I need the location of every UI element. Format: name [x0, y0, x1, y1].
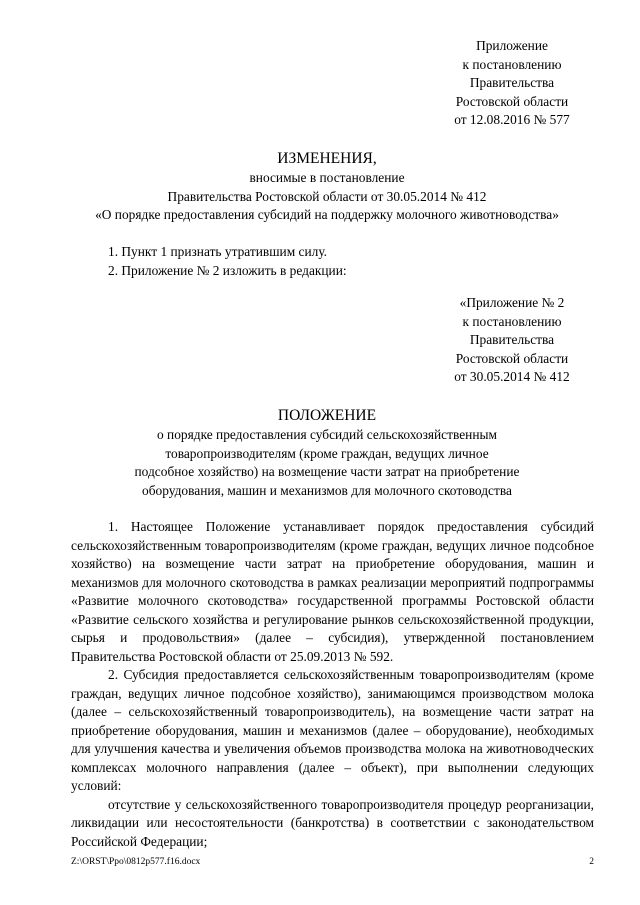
approval-block [432, 37, 592, 130]
approval-line: от 12.08.2016 № 577 [454, 112, 570, 127]
changes-subtitle-line: Правительства Ростовской области от 30.05.2014 № 412 [167, 188, 487, 204]
position-title: ПОЛОЖЕНИЕ [277, 407, 377, 424]
approval-line: Правительства [469, 75, 555, 90]
changes-title: ИЗМЕНЕНИЯ, [277, 150, 377, 167]
approval-line: к постановлению [462, 56, 562, 72]
appendix-line: к постановлению [462, 313, 562, 329]
position-subtitle-line: подсобное хозяйство) на возмещение части затрат на приобретение [134, 464, 520, 479]
change-items [108, 243, 594, 280]
change-item: 1. Пункт 1 признать утратившим силу. [108, 244, 328, 259]
position-subtitle-line: товаропроизводителям (кроме граждан, ведущих личное [165, 445, 489, 461]
approval-line: Ростовской области [455, 93, 569, 109]
appendix-line: Ростовской области [455, 350, 569, 366]
paragraph: 1. Настоящее Положение устанавливает порядок предоставления субсидий сельскохозяйственным товаропроизводителям (кроме граждан, ведущих личное подсобное хозяйство) на возмещение части затрат на приобретение оборудования, машин и механизмов для молочного скотоводства в рамках реализации мероприятий подпрограммы «Развитие молочного скотоводства» государственной программы Ростовской области «Развитие сельского хозяйства и регулирование рынков сельскохозяйственной продукции, сырья и продовольствия» (далее – субсидия), утвержденной постановлением Правительства Ростовской области от 25.09.2013 № 592. [71, 519, 594, 664]
changes-subtitle-line: вносимые в постановление [249, 170, 405, 185]
appendix-block [432, 294, 592, 387]
appendix-line: от 30.05.2014 № 412 [454, 369, 570, 384]
appendix-line: «Приложение № 2 [459, 295, 565, 310]
appendix-line: Правительства [469, 332, 555, 347]
body-text [71, 518, 594, 851]
position-header [60, 405, 594, 500]
paragraph: 2. Субсидия предоставляется сельскохозяйственным товаропроизводителям (кроме граждан, ведущих личное подсобное хозяйство), занимающимся производством молока (далее – сельскохозяйственный товаропроизводитель), на возмещение части затрат на приобретение оборудования, машин и механизмов (далее – оборудование), необходимых для улучшения качества и увеличения объемов производства молока на животноводческих комплексах молочного направления (далее – объект), при выполнении следующих условий: [71, 667, 594, 793]
position-subtitle-line: о порядке предоставления субсидий сельскохозяйственным [157, 427, 497, 442]
position-subtitle-line: оборудования, машин и механизмов для молочного скотоводства [142, 482, 512, 498]
change-item: 2. Приложение № 2 изложить в редакции: [108, 262, 347, 278]
file-path: Z:\ORST\Ppo\0812p577.f16.docx [71, 857, 201, 867]
approval-line: Приложение [476, 38, 548, 53]
changes-subtitle-line: «О порядке предоставления субсидий на поддержку молочного животноводства» [95, 207, 559, 222]
changes-header [60, 148, 594, 225]
page-number: 2 [589, 857, 594, 867]
paragraph: отсутствие у сельскохозяйственного товаропроизводителя процедур реорганизации, ликвидации или несостоятельности (банкротства) в соответствии с законодательством Российской Федерации; [71, 796, 594, 849]
